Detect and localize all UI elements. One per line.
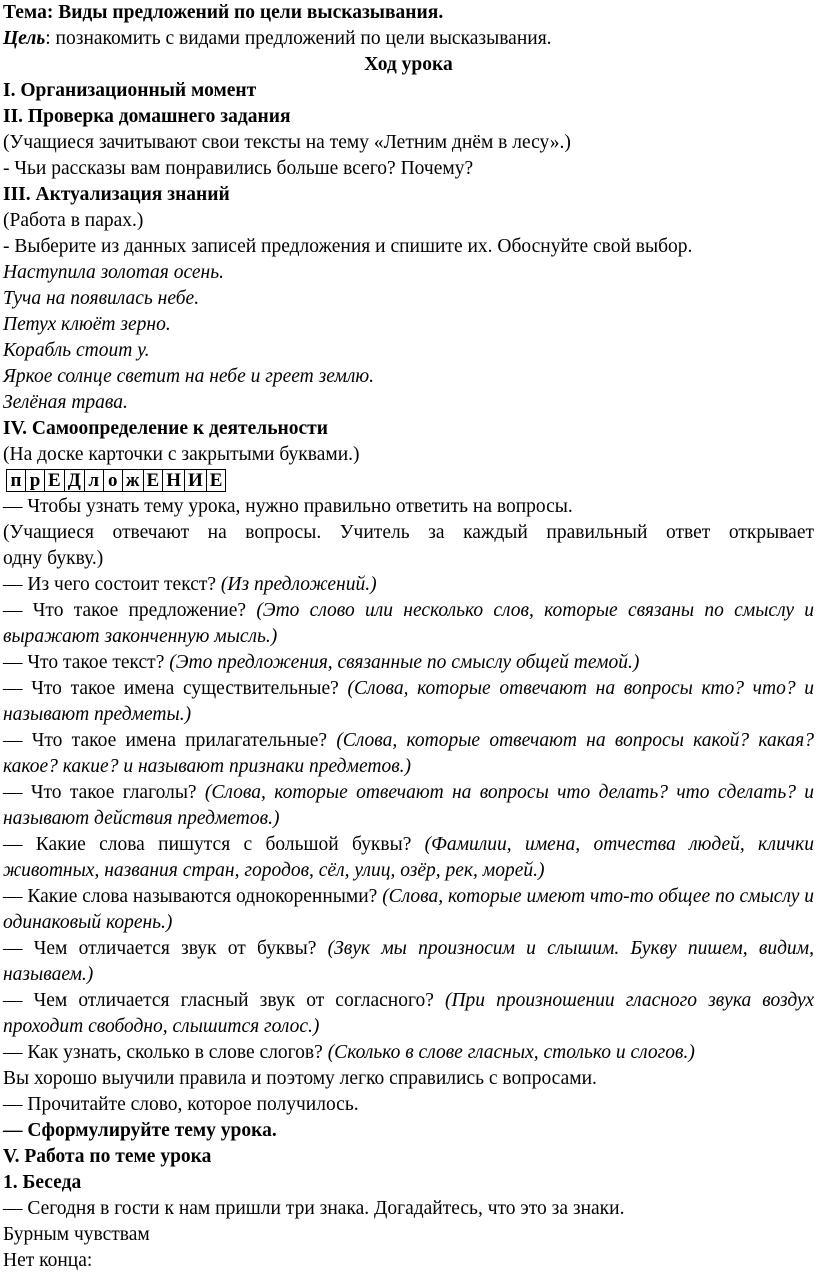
read-word-text: — Прочитайте слово, которое получилось. (3, 1094, 359, 1115)
qa-answer: (Слова, которые отвечают на вопросы кто? что? и называют предметы.) (3, 678, 815, 725)
qa-answer: (Слова, которые имеют что-то общее по смыслу и одинаковый корень.) (3, 886, 814, 933)
qa-item (3, 572, 814, 598)
qa-question: — Какие слова пишутся с большой буквы? (3, 834, 412, 855)
qa-answer: (При произношении гласного звука воздух проходит свободно, слышится голос.) (3, 990, 815, 1037)
qa-item (3, 780, 814, 832)
letter-cards (6, 469, 814, 494)
qa-item (3, 598, 814, 650)
letter-card: л (84, 469, 103, 492)
poem-line: Нет конца: (3, 1250, 93, 1271)
qa-item (3, 650, 814, 676)
topic-line (3, 0, 814, 26)
qa-question: — Что такое имена прилагательные? (3, 730, 328, 751)
letter-card: Е (206, 469, 227, 492)
letter-card: Е (44, 469, 64, 492)
goal-line (3, 26, 814, 52)
qa-item (3, 728, 814, 780)
qa-question: — Какие слова называются однокоренными? (3, 886, 378, 907)
qa-question: — Что такое глаголы? (3, 782, 197, 803)
section-4-note2-line2: одну букву.) (3, 548, 104, 569)
qa-question: — Чем отличается гласный звук от согласного? (3, 990, 434, 1011)
letter-card: р (25, 469, 44, 492)
letter-card: п (6, 469, 25, 492)
section-3-note: (Работа в парах.) (3, 210, 144, 231)
goal-text: : познакомить с видами предложений по цели высказывания. (45, 28, 552, 49)
letter-card: И (184, 469, 206, 492)
section-2-question: - Чьи рассказы вам понравились больше всего? Почему? (3, 158, 474, 179)
section-3-task: - Выберите из данных записей предложения и спишите их. Обоснуйте свой выбор. (3, 236, 693, 257)
qa-answer: (Это предложения, связанные по смыслу общей темой.) (169, 652, 640, 673)
qa-answer: (Слова, которые отвечают на вопросы что делать? что сделать? и называют действия предметов.) (3, 782, 815, 829)
section-5-question: — Сегодня в гости к нам пришли три знака. Догадайтесь, что это за знаки. (3, 1198, 625, 1219)
letter-card: Д (64, 469, 84, 492)
formulate-topic-text: — Сформулируйте тему урока. (3, 1120, 277, 1141)
qa-answer: (Это слово или несколько слов, которые связаны по смыслу и выражают законченную мысль.) (3, 600, 814, 647)
section-5-title: V. Работа по теме урока (3, 1146, 212, 1167)
section-2-title: II. Проверка домашнего задания (3, 106, 291, 127)
sentence-item: Яркое солнце светит на небе и греет землю. (3, 366, 374, 387)
letter-card: Е (143, 469, 163, 492)
sentence-item: Наступила золотая осень. (3, 262, 224, 283)
qa-item (3, 884, 814, 936)
goal-label: Цель (3, 28, 46, 49)
sentence-item: Туча на появилась небе. (3, 288, 200, 309)
lesson-heading: Ход урока (364, 54, 453, 75)
qa-answer: (Звук мы произносим и слышим. Букву пишем, видим, называем.) (3, 938, 815, 985)
letter-card: Н (162, 469, 184, 492)
topic-text: Виды предложений по цели высказывания. (58, 2, 444, 23)
letter-card: ж (122, 469, 143, 492)
qa-item (3, 676, 814, 728)
section-1-title: I. Организационный момент (3, 80, 257, 101)
sentence-item: Корабль стоит у. (3, 340, 150, 361)
qa-item (3, 1040, 814, 1066)
section-3-title: III. Актуализация знаний (3, 184, 230, 205)
section-4-title: IV. Самоопределение к деятельности (3, 418, 328, 439)
qa-item (3, 936, 814, 988)
qa-item (3, 832, 814, 884)
section-5-subtitle: 1. Беседа (3, 1172, 82, 1193)
poem-line: Бурным чувствам (3, 1224, 150, 1245)
qa-question: — Что такое текст? (3, 652, 165, 673)
topic-label: Тема: (3, 2, 54, 23)
section-4-note2-line1: (Учащиеся отвечают на вопросы. Учитель за каждый правильный ответ открывает (3, 522, 814, 543)
sentence-item: Петух клюёт зерно. (3, 314, 171, 335)
qa-answer: (Сколько в слове гласных, столько и слогов.) (327, 1042, 695, 1063)
section-4-intro: — Чтобы узнать тему урока, нужно правильно ответить на вопросы. (3, 496, 573, 517)
qa-answer: (Фамилии, имена, отчества людей, клички животных, названия стран, городов, сёл, улиц, озёр, рек, морей.) (3, 834, 814, 881)
section-4-note: (На доске карточки с закрытыми буквами.) (3, 444, 360, 465)
section-2-note: (Учащиеся зачитывают свои тексты на тему «Летним днём в лесу».) (3, 132, 571, 153)
letter-card: о (103, 469, 122, 492)
qa-question: — Что такое имена существительные? (3, 678, 339, 699)
qa-question: — Что такое предложение? (3, 600, 247, 621)
qa-answer: (Слова, которые отвечают на вопросы какой? какая? какое? какие? и называют признаки предметов.) (3, 730, 814, 777)
qa-answer: (Из предложений.) (220, 574, 377, 595)
qa-question: — Чем отличается звук от буквы? (3, 938, 317, 959)
sentence-item: Зелёная трава. (3, 392, 128, 413)
praise-text: Вы хорошо выучили правила и поэтому легко справились с вопросами. (3, 1068, 597, 1089)
qa-item (3, 988, 814, 1040)
qa-question: — Из чего состоит текст? (3, 574, 217, 595)
qa-question: — Как узнать, сколько в слове слогов? (3, 1042, 323, 1063)
